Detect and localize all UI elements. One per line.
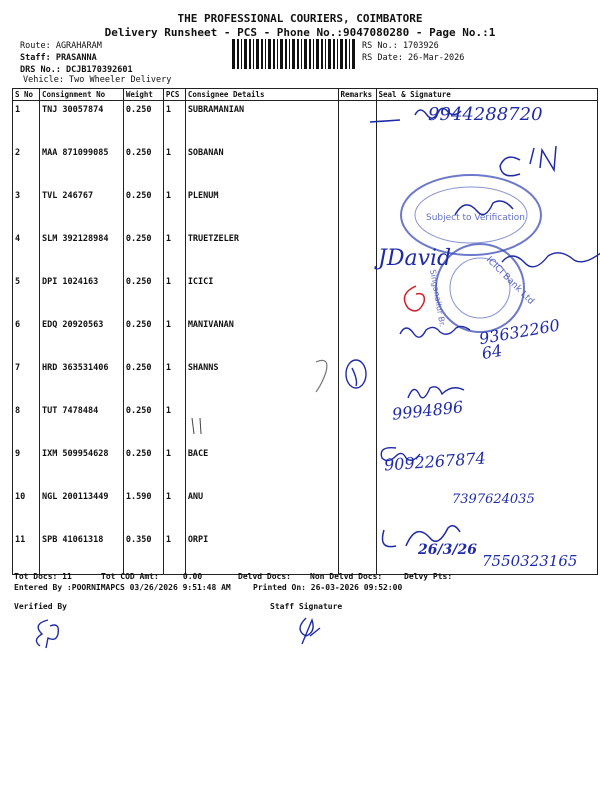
cell-sno: 10 [13, 488, 40, 531]
total-cod-amount: Tot COD Amt: 0.00 [101, 572, 203, 581]
barcode-bar [237, 39, 239, 69]
barcode-bar [337, 39, 338, 69]
barcode-bar [253, 39, 254, 69]
pencil-mark-row8 [186, 416, 210, 436]
rs-date: RS Date: 26-Mar-2026 [362, 53, 465, 63]
handwritten-phone-9: 9092267874 [383, 448, 487, 475]
cell-consignee: ORPI [185, 531, 338, 575]
cell-remarks [338, 144, 376, 187]
drs-number: DRS No.: DCJB170392601 [20, 65, 133, 75]
table-header [13, 89, 598, 101]
barcode-bar [232, 39, 235, 69]
cell-pcs: 1 [163, 488, 185, 531]
signature-row6 [396, 318, 486, 344]
cell-consignment: TNJ 30057874 [39, 101, 123, 145]
verified-by-signature [30, 616, 66, 650]
cell-pcs: 1 [163, 101, 185, 145]
signature-row5 [396, 282, 436, 318]
cell-consignment: TUT 7478484 [39, 402, 123, 445]
cell-consignee: ANU [185, 488, 338, 531]
cell-consignee: TRUETZELER [185, 230, 338, 273]
col-seal-signature: Seal & Signature [376, 89, 598, 101]
cell-sno: 11 [13, 531, 40, 575]
cell-weight: 0.250 [123, 359, 163, 402]
barcode-bar [313, 39, 314, 69]
cell-consignee: ICICI [185, 273, 338, 316]
handwritten-phone-8: 9994896 [391, 397, 465, 424]
cell-sno: 6 [13, 316, 40, 359]
cell-weight: 0.250 [123, 445, 163, 488]
verified-by-label: Verified By [14, 602, 67, 611]
barcode-bar [325, 39, 326, 69]
runsheet-title: Delivery Runsheet - PCS - Phone No.:9047080280 - Page No.:1 [104, 26, 496, 39]
cell-pcs: 1 [163, 402, 185, 445]
signature-row3 [450, 190, 520, 230]
cell-remarks [338, 187, 376, 230]
staff-signature-label: Staff Signature [270, 602, 343, 611]
printed-on: Printed On: 26-03-2026 09:52:00 [253, 583, 403, 592]
cell-consignment: DPI 1024163 [39, 273, 123, 316]
delivered-docs: Delvd Docs: [238, 572, 291, 581]
rs-number: RS No.: 1703926 [362, 41, 439, 51]
cell-sno: 8 [13, 402, 40, 445]
table-row [13, 402, 598, 445]
cell-weight: 1.590 [123, 488, 163, 531]
cell-pcs: 1 [163, 316, 185, 359]
cell-consignee: MANIVANAN [185, 316, 338, 359]
barcode-bar [292, 39, 295, 69]
cell-remarks [338, 531, 376, 575]
barcode-bar [297, 39, 299, 69]
stamp-branch-text: Singanallur Br. [428, 268, 448, 328]
signature-row4 [498, 246, 600, 278]
handwritten-phone-1: 9944288720 [428, 104, 543, 125]
stamp-text: Subject to Verification [426, 213, 525, 223]
barcode-bar [265, 39, 266, 69]
col-pcs: PCS [163, 89, 185, 101]
stamp-bank-text: ICICI Bank Ltd [483, 255, 536, 307]
cell-sno: 9 [13, 445, 40, 488]
cell-sno: 5 [13, 273, 40, 316]
cell-pcs: 1 [163, 144, 185, 187]
barcode-bar [333, 39, 335, 69]
company-name: THE PROFESSIONAL COURIERS, COIMBATORE [177, 12, 423, 25]
barcode-bar [345, 39, 347, 69]
cell-consignee: SUBRAMANIAN [185, 101, 338, 145]
non-delivered-docs: Non Delvd Docs: [310, 572, 383, 581]
handwritten-date-11: 26/3/26 [418, 542, 477, 558]
cell-consignment: SPB 41061318 [39, 531, 123, 575]
barcode-bar [244, 39, 247, 69]
barcode-bar [340, 39, 343, 69]
barcode-bar [316, 39, 319, 69]
handwritten-name-4: JDavid [378, 246, 452, 271]
cell-consignee: SHANNS [185, 359, 338, 402]
cell-pcs: 1 [163, 445, 185, 488]
barcode-bar [273, 39, 275, 69]
cell-consignee: PLENUM [185, 187, 338, 230]
entered-by: Entered By :POORNIMAPCS 03/26/2026 9:51:48 AM [14, 583, 231, 592]
cell-remarks [338, 230, 376, 273]
barcode-bar [301, 39, 302, 69]
barcode-bar [352, 39, 355, 69]
cell-pcs: 1 [163, 531, 185, 575]
cell-sno: 4 [13, 230, 40, 273]
cell-weight: 0.250 [123, 101, 163, 145]
cell-pcs: 1 [163, 273, 185, 316]
cell-sno: 2 [13, 144, 40, 187]
table-row [13, 359, 598, 402]
cell-consignment: EDQ 20920563 [39, 316, 123, 359]
barcode-bar [304, 39, 307, 69]
cell-remarks [338, 273, 376, 316]
cell-weight: 0.250 [123, 316, 163, 359]
barcode-bar [285, 39, 287, 69]
barcode-bar [241, 39, 242, 69]
col-sno: S No [13, 89, 40, 101]
cell-consignment: MAA 871099085 [39, 144, 123, 187]
barcode-bar [277, 39, 278, 69]
cell-consignment: SLM 392128984 [39, 230, 123, 273]
barcode-bar [268, 39, 271, 69]
cell-consignment: NGL 200113449 [39, 488, 123, 531]
signature-row2 [490, 140, 570, 190]
cell-consignment: IXM 509954628 [39, 445, 123, 488]
col-consignee: Consignee Details [185, 89, 338, 101]
col-remarks: Remarks [338, 89, 376, 101]
barcode-bar [328, 39, 331, 69]
barcode-bar [261, 39, 263, 69]
total-docs: Tot Docs: 11 [14, 572, 72, 581]
cell-pcs: 1 [163, 230, 185, 273]
cell-sno: 3 [13, 187, 40, 230]
cell-sno: 1 [13, 101, 40, 145]
cell-weight: 0.250 [123, 273, 163, 316]
cell-remarks [338, 488, 376, 531]
cell-remarks [338, 445, 376, 488]
cell-weight: 0.250 [123, 402, 163, 445]
barcode-bar [280, 39, 283, 69]
barcode-bar [289, 39, 290, 69]
barcode [232, 39, 357, 69]
barcode-bar [349, 39, 350, 69]
cell-weight: 0.250 [123, 187, 163, 230]
delivery-points: Delvy Pts: [404, 572, 453, 581]
cell-consignment: HRD 363531406 [39, 359, 123, 402]
col-consignment: Consignment No [39, 89, 123, 101]
cell-consignee: SOBANAN [185, 144, 338, 187]
cell-weight: 0.250 [123, 230, 163, 273]
cell-pcs: 1 [163, 187, 185, 230]
col-weight: Weight [123, 89, 163, 101]
staff: Staff: PRASANNA [20, 53, 97, 63]
vehicle: Vehicle: Two Wheeler Delivery [23, 75, 172, 85]
cell-sno: 7 [13, 359, 40, 402]
cell-consignee: BACE [185, 445, 338, 488]
cell-pcs: 1 [163, 359, 185, 402]
route: Route: AGRAHARAM [20, 41, 102, 51]
signature-row7 [310, 350, 370, 400]
barcode-bar [249, 39, 251, 69]
cell-consignment: TVL 246767 [39, 187, 123, 230]
handwritten-phone-10: 7397624035 [452, 492, 535, 507]
barcode-bar [321, 39, 323, 69]
barcode-bar [309, 39, 311, 69]
table-row [13, 445, 598, 488]
cell-weight: 0.350 [123, 531, 163, 575]
handwritten-phone-6: 9363226064 [477, 315, 562, 364]
cell-weight: 0.250 [123, 144, 163, 187]
barcode-bar [256, 39, 259, 69]
handwritten-phone-11: 7550323165 [482, 552, 578, 570]
cell-remarks [338, 402, 376, 445]
staff-signature [292, 612, 326, 648]
